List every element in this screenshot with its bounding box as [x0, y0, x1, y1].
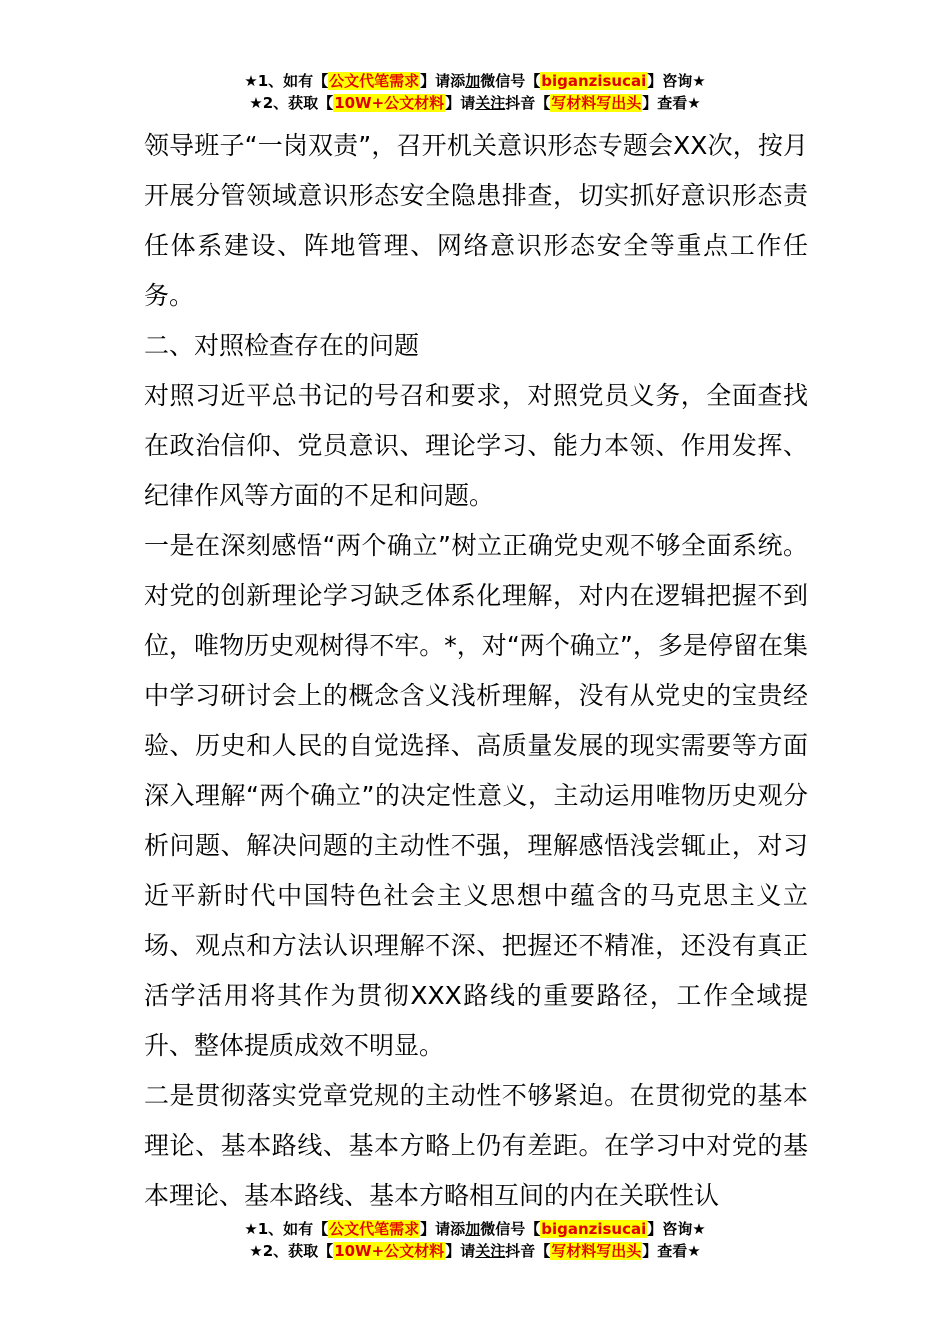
highlight-materials: 10W+公文材料	[334, 94, 445, 112]
highlight-douyin: 写材料写出头	[551, 94, 642, 112]
highlight-wechat-id: biganzisucai	[541, 72, 647, 90]
banner-line-1: ★1、如有【公文代笔需求】请添加微信号【biganzisucai】咨询★	[244, 1220, 706, 1238]
paragraph: 二是贯彻落实党章党规的主动性不够紧迫。在贯彻党的基本理论、基本路线、基本方略上仍有差距。在学习中对党的基本理论、基本路线、基本方略相互间的内在关联性认	[144, 1081, 808, 1210]
highlight-douyin: 写材料写出头	[551, 1242, 642, 1260]
highlight-service: 公文代笔需求	[329, 1220, 420, 1238]
banner-line-1: ★1、如有【公文代笔需求】请添加微信号【biganzisucai】咨询★	[244, 72, 706, 90]
paragraph: 领导班子“一岗双责”，召开机关意识形态专题会XX次，按月开展分管领域意识形态安全隐患排查，切实抓好意识形态责任体系建设、阵地管理、网络意识形态安全等重点工作任务。	[144, 131, 808, 310]
paragraph: 对照习近平总书记的号召和要求，对照党员义务，全面查找在政治信仰、党员意识、理论学习、能力本领、作用发挥、纪律作风等方面的不足和问题。	[144, 381, 808, 510]
document-body	[144, 121, 808, 1221]
highlight-materials: 10W+公文材料	[334, 1242, 445, 1260]
section-heading: 二、对照检查存在的问题	[144, 331, 420, 360]
footer-banner	[0, 1218, 950, 1262]
header-banner	[0, 70, 950, 114]
highlight-wechat-id: biganzisucai	[541, 1220, 647, 1238]
paragraph: 一是在深刻感悟“两个确立”树立正确党史观不够全面系统。对党的创新理论学习缺乏体系化理解，对内在逻辑把握不到位，唯物历史观树得不牢。*，对“两个确立”，多是停留在集中学习研讨会上的概念含义浅析理解，没有从党史的宝贵经验、历史和人民的自觉选择、高质量发展的现实需要等方面深入理解“两个确立”的决定性意义，主动运用唯物历史观分析问题、解决问题的主动性不强，理解感悟浅尝辄止，对习近平新时代中国特色社会主义思想中蕴含的马克思主义立场、观点和方法认识理解不深、把握还不精准，还没有真正活学活用将其作为贯彻XXX路线的重要路径，工作全域提升、整体提质成效不明显。	[144, 531, 808, 1060]
banner-line-2: ★2、获取【10W+公文材料】请关注抖音【写材料写出头】查看★	[249, 94, 701, 112]
highlight-service: 公文代笔需求	[329, 72, 420, 90]
banner-line-2: ★2、获取【10W+公文材料】请关注抖音【写材料写出头】查看★	[249, 1242, 701, 1260]
